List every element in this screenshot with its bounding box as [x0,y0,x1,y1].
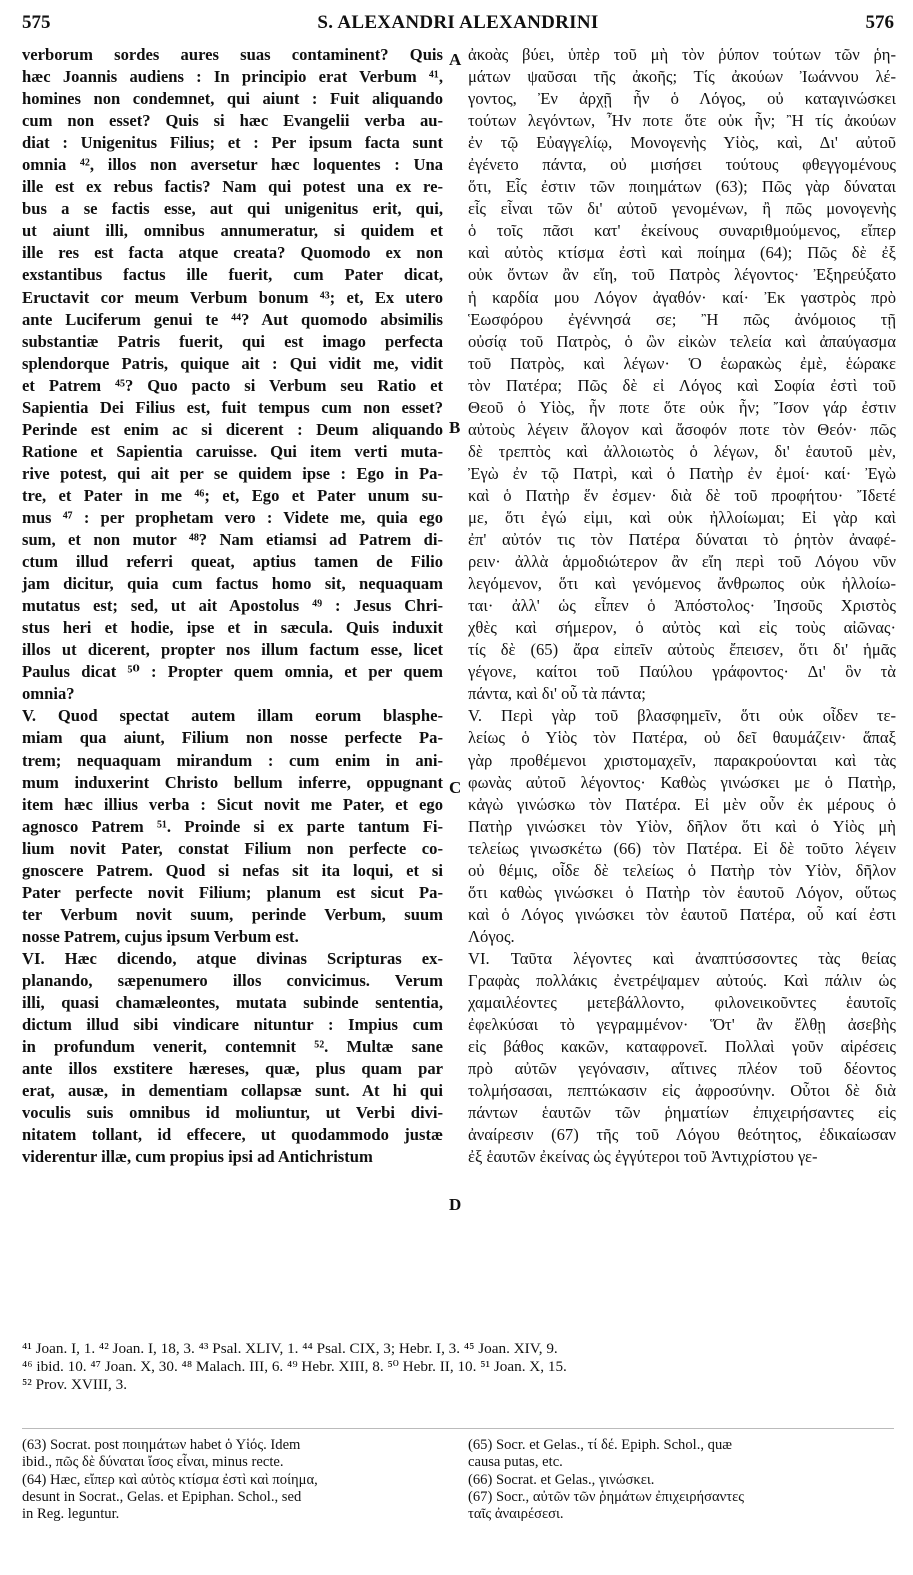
latin-text-line: homines non condemnet, qui aiunt : Fuit aliquando [22,89,443,109]
greek-text-line: τολμήσασαι, πεπτώκασιν εἰς ἀφροσύνην. Οὗτοι δὲ διὰ [468,1081,896,1101]
latin-text-line: planando, sæpenumero illos convicimus. Verum [22,970,443,990]
latin-text-line: verborum sordes aures suas contaminent? Quis [22,45,443,64]
latin-text-line: erat, ausæ, in dementiam collapsæ sunt. At hi qui [22,1081,443,1101]
latin-text-line: cum non esset? Quis si hæc Evangelii verba au- [22,111,443,131]
latin-text-line: substantiæ Patris fuerit, qui est imago perfecta [22,331,443,351]
latin-text-line: diat : Unigenitus Filius; et : Per ipsum facta sunt [22,133,443,153]
greek-text-line: ἡ καρδία μου Λόγον ἀγαθόν· καί· Ἐκ γαστρὸς πρὸ [468,287,896,307]
margin-letter-a: A [449,50,462,69]
greek-text-line: ται· ἀλλ' ὡς εἶπεν ὁ Ἀπόστολος· Ἰησοῦς Χριστὸς [468,596,896,616]
greek-text-line: χαμαιλέοντες μετεβάλλοντο, φιλονεικοῦντες ἑαυτοῖς [468,993,896,1013]
greek-text-line: με, ὅτι ἐγώ εἰμι, καὶ οὐκ ἠλλοίωμαι; Εἰ γὰρ καὶ [468,507,896,527]
critical-note-line: (64) Hæc, εἴπερ καὶ αὐτὸς κτίσμα ἐστὶ καὶ ποίημα, [22,1471,318,1488]
latin-text-line: omnia ⁴², illos non aversetur hæc loquentes : Una [22,155,443,175]
latin-text-line: hæc Joannis audiens : In principio erat Verbum ⁴¹, [22,67,443,87]
scripture-references [22,1340,894,1394]
greek-text-line: εἷς εἶναι τῶν δι' αὐτοῦ γενομένων, ἢ πῶς μονογενὴς [468,199,896,219]
greek-text-line: μάτων ψαῦσαι τῆς ἀκοῆς; Τίς ἀκούων Ἰωάννου λέ- [468,67,896,87]
greek-text-line: τὸν Πατέρα; Πῶς δὲ εἰ Λόγος καὶ Σοφία ἐστὶ τοῦ [468,375,896,395]
greek-text-line: Λόγος. [468,926,515,946]
latin-text-line: mum induxerint Christo bellum inferre, oppugnant [22,772,443,792]
greek-text-line: ἐφελκύσαι τὸ γεγραμμένον· Ὅτ' ἂν ἔλθῃ ἀσεβὴς [468,1015,896,1035]
greek-text-line: VI. Ταῦτα λέγοντες καὶ ἀναπτύσσοντες τὰς θείας [468,948,896,968]
latin-text-line: Perinde est enim ac si dicerent : Deum aliquando [22,419,443,439]
greek-text-line: Θεοῦ ὁ Υἱὸς, ἦν ποτε ὅτε οὐκ ἦν; Ἴσον γάρ ἐστιν [468,397,896,417]
critical-note-line: ταῖς ἀναιρέσεσι. [468,1506,564,1523]
scripture-note-line: ⁴⁶ ibid. 10. ⁴⁷ Joan. X, 30. ⁴⁸ Malach. III, 6. ⁴⁹ Hebr. XIII, 8. ⁵⁰ Hebr. II, 10. ⁵¹ Joan. X, 15. [22,1358,567,1375]
running-title: S. ALEXANDRI ALEXANDRINI [317,12,599,33]
latin-text-line: sum, et non mutor ⁴⁸? Nam etiamsi ad Patrem di- [22,530,443,550]
critical-note-line: in Reg. leguntur. [22,1506,120,1523]
greek-text-line: τελείως γινωσκέτω (66) τὸν Πατέρα. Εἰ δὲ τοῦτο λέγειν [468,838,896,858]
latin-text-line: ante illos exstitere hæreses, quæ, plus quam par [22,1059,443,1079]
latin-text-line: Pater perfecte novit Filium; planum est sicut Pa- [22,882,443,902]
latin-text-line: item hæc illius verba : Sicut novit me Pater, et ego [22,794,443,814]
greek-column [468,44,896,1168]
greek-text-line: ἐγένετο πάντα, οὐ μισήσει τούτους φθεγγομένους [468,155,896,175]
margin-letter-d: D [449,1195,462,1214]
greek-text-line: τοῦ Πατρὸς, καὶ λέγων· Ὁ ἑωρακὼς ἐμὲ, ἑώρακε [468,353,896,373]
greek-text-line: ὅτι καθὼς γινώσκει ὁ Πατὴρ τὸν ἑαυτοῦ Λόγον, οὕτως [468,882,896,902]
latin-text-line: rive potest, qui ait per se quidem ipse : Ego in Pa- [22,463,443,483]
greek-text-line: λείως ὁ Υἱὸς τὸν Πατέρα, οὐ δεῖ θαυμάζειν· ἅπαξ [468,728,896,748]
latin-text-line: mutatus est; sed, ut ait Apostolus ⁴⁹ : Jesus Chri- [22,596,443,616]
scripture-note-line: ⁴¹ Joan. I, 1. ⁴² Joan. I, 18, 3. ⁴³ Psal. XLIV, 1. ⁴⁴ Psal. CIX, 3; Hebr. I, 3. ⁴⁵ Joan. XIV, 9. [22,1340,558,1357]
critical-note-line: desunt in Socrat., Gelas. et Epiphan. Schol., sed [22,1488,302,1505]
page-number-left: 575 [22,12,51,33]
greek-text-line: πάντων ἑαυτῶν τῶν ῥηματίων ἐπιχειρήσαντες εἰς [468,1103,896,1123]
critical-note-line: ibid., πῶς δὲ δύναται ἴσος εἶναι, minus recte. [22,1454,284,1471]
greek-text-line: καὶ αὐτὸς κτίσμα ἐστὶ καὶ ποίημα (64); Πῶς δὲ ἐξ [468,243,896,263]
critical-notes-left [22,1437,442,1523]
greek-text-line: ἐν τῷ Εὐαγγελίῳ, Μονογενὴς Υἱὸς, καὶ, Δι' αὐτοῦ [468,133,896,153]
latin-text-line: lium novit Pater, constat Filium non perfecte co- [22,838,443,858]
latin-text-line: ille est ex rebus factis? Nam qui potest una ex re- [22,177,443,197]
greek-text-line: τίς δὲ (65) ἄρα εἰπεῖν αὐτοὺς ἔπεισεν, ὅτι δι' ἡμᾶς [468,640,896,660]
greek-text-line: Πατὴρ γινώσκει τὸν Υἱὸν, δῆλον ὅτι καὶ ὁ Υἱὸς μὴ [468,816,896,836]
greek-text-line: πρὸ αὐτῶν γεγόνασιν, αἵτινες πλέον τοῦ δέοντος [468,1059,896,1079]
margin-letter-c: C [449,778,462,797]
greek-text-line: ὁ τοῖς πᾶσι κατ' ἐκείνους συναριθμούμενος, εἴπερ [468,221,896,241]
greek-text-line: Γραφὰς πολλάκις ἐνετρέψαμεν αὐτούς. Καὶ πάλιν ὡς [468,970,896,990]
greek-text-line: χθὲς καὶ σήμερον, ὁ αὐτὸς καὶ εἰς τοὺς αἰῶνας· [468,618,896,638]
greek-text-line: V. Περὶ γὰρ τοῦ βλασφημεῖν, ὅτι οὐκ οἶδεν τε- [468,706,896,726]
scripture-note-line: ⁵² Prov. XVIII, 3. [22,1376,128,1393]
page-number-right: 576 [865,12,894,33]
greek-text-line: οὐ θέμις, οἶδε δὲ τελείως ὁ Πατὴρ τὸν Υἱὸν, δῆλον [468,860,896,880]
latin-text-line: Ratione et Sapientia caruisse. Qui item verti muta- [22,441,443,461]
greek-text-line: φωνὰς αὐτοῦ λέγοντος· Καθὼς γινώσκει με ὁ Πατὴρ, [468,772,896,792]
greek-text-line: ἀναίρεσιν (67) τῆς τοῦ Λόγου θεότητος, ἐδικαίωσαν [468,1125,896,1145]
greek-text-line: γέγονε, καίτοι τοῦ Παύλου γράφοντος· Δι' ὃν τὰ [468,662,896,682]
latin-text-line: agnosco Patrem ⁵¹. Proinde si ex parte tantum Fi- [22,816,443,836]
greek-text-line: Ἑωσφόρου ἐγέννησά σε; Ἢ πῶς ἀνόμοιος τῇ [468,309,896,329]
latin-text-line: trem; nequaquam mirandum : cum enim in ani- [22,750,443,770]
latin-text-line: in profundum venerit, contemnit ⁵². Multæ sane [22,1037,443,1057]
latin-text-line: VI. Hæc dicendo, atque divinas Scripturas ex- [22,948,443,968]
latin-text-line: voculis suis omnibus id moliuntur, ut Verbi divi- [22,1103,443,1123]
critical-note-line: (63) Socrat. post ποιημάτων habet ὁ Υἱός. Idem [22,1437,301,1453]
greek-text-line: ἀκοὰς βύει, ὑπὲρ τοῦ μὴ τὸν ῥύπον τούτων τῶν ῥη- [468,45,896,64]
latin-text-line: mus ⁴⁷ : per prophetam vero : Videte me, quia ego [22,507,443,527]
latin-text-line: illi, quasi chamæleontes, mutata subinde sententia, [22,993,443,1013]
greek-text-line: καὶ ὁ Λόγος γινώσκει τὸν ἑαυτοῦ Πατέρα, οὗ καί ἐστι [468,904,896,924]
greek-text-line: λεγόμενον, ὅτι καὶ γενόμενος ἄνθρωπος οὐκ ἠλλοίω- [468,574,896,594]
latin-text-line: omnia? [22,684,75,704]
latin-text-line: Eructavit cor meum Verbum bonum ⁴³; et, Ex utero [22,287,443,307]
greek-text-line: καὶ ὁ Πατὴρ ἕν ἐσμεν· διὰ δὲ τοῦ προφήτου· Ἴδετέ [468,485,896,505]
greek-text-line: γοντος, Ἐν ἀρχῇ ἦν ὁ Λόγος, οὐ καταγινώσκει [468,89,896,109]
latin-text-line: Paulus dicat ⁵⁰ : Propter quem omnia, et per quem [22,662,443,682]
greek-text-line: δὲ τρεπτὸς καὶ ἀλλοιωτὸς ὁ λέγων, δι' ἑαυτοῦ μὲν, [468,441,896,461]
latin-text-line: ctum illud referri queat, aptius tamen de Filio [22,552,443,572]
latin-column [22,44,443,1168]
notes-divider [22,1428,894,1429]
margin-letter-b: B [449,418,461,437]
greek-text-line: ἐξ ἑαυτῶν ἐκείνας ὡς ἐγγύτεροι τοῦ Ἀντιχρίστου γε- [468,1147,818,1167]
latin-text-line: et Patrem ⁴⁵? Quo pacto si Verbum seu Ratio et [22,375,443,395]
greek-text-line: πάντα, καὶ δι' οὗ τὰ πάντα; [468,684,646,704]
latin-text-line: gnoscere Patrem. Quod si nefas sit ita loqui, et si [22,860,443,880]
latin-text-line: illos ut dicerent, propter nos illum factum esse, licet [22,640,443,660]
latin-text-line: splendorque Patris, quique ait : Qui vidit me, vidit [22,353,443,373]
page-header [22,8,894,42]
latin-text-line: exstantibus factus ille fuerit, cum Pater dicat, [22,265,443,285]
greek-text-line: Ἐγὼ ἐν τῷ Πατρὶ, καὶ ὁ Πατὴρ ἐν ἐμοί· καί· Ἐγὼ [468,463,896,483]
latin-text-line: V. Quod spectat autem illam eorum blasphe- [22,706,443,726]
latin-text-line: viderentur illæ, cum propius ipsi ad Antichristum [22,1147,373,1167]
greek-text-line: εἰς βάθος κακῶν, καταφρονεῖ. Πολλαὶ γοῦν αἱρέσεις [468,1037,896,1057]
greek-text-line: κἀγὼ γινώσκω τὸν Πατέρα. Εἰ μὲν οὖν ἐκ μέρους ὁ [468,794,896,814]
latin-text-line: nosse Patrem, cujus ipsum Verbum est. [22,926,299,946]
latin-text-line: nitatem tollant, id effecere, ut quodammodo justæ [22,1125,443,1145]
latin-text-line: ter Verbum novit suum, perinde Verbum, suum [22,904,443,924]
greek-text-line: γὰρ προθέμενοι χριστομαχεῖν, παρακρούονται καὶ τὰς [468,750,896,770]
latin-text-line: bus a se factis esse, aut qui unigenitus erit, qui, [22,199,443,219]
latin-text-line: jam dicitur, quia cum factus homo sit, nequaquam [22,574,443,594]
latin-text-line: ut aiunt illi, omnibus annumeratur, si quidem et [22,221,443,241]
latin-text-line: miam qua aiunt, Filium non nosse perfecte Pa- [22,728,443,748]
latin-text-line: tre, et Pater in me ⁴⁶; et, Ego et Pater unum su- [22,485,443,505]
latin-text-line: dictum illud sibi vindicare nituntur : Impius cum [22,1015,443,1035]
critical-note-line: (65) Socr. et Gelas., τί δέ. Epiph. Schol., quæ [468,1437,732,1453]
latin-text-line: stus heri et hodie, ipse et in sæcula. Quis induxit [22,618,443,638]
latin-text-line: ille res est facta atque creata? Quomodo ex non [22,243,443,263]
critical-note-line: causa putas, etc. [468,1454,563,1471]
greek-text-line: ἐπ' αὐτόν τις τὸν Πατέρα δύναται τὸ ῥητὸν ἀναφέ- [468,530,896,550]
greek-text-line: οὐκ ὄντων ἂν εἴη, τοῦ Πατρὸς λέγοντος· Ἐξηρεύξατο [468,265,896,285]
greek-text-line: τούτων λεγόντων, Ἦν ποτε ὅτε οὐκ ἦν; Ἢ τίς ἀκούων [468,111,896,131]
greek-text-line: οὐσίᾳ τοῦ Πατρὸς, ὁ ὢν εἰκὼν τελεία καὶ ἀπαύγασμα [468,331,896,351]
critical-note-line: (66) Socrat. et Gelas., γινώσκει. [468,1471,655,1488]
critical-notes-right [468,1437,894,1523]
greek-text-line: ρειν· ἀλλὰ ἁρμοδιώτερον ἂν εἴη περὶ τοῦ Λόγου νῦν [468,552,896,572]
greek-text-line: αὐτοὺς λέγειν ἄλογον καὶ ἄσοφόν ποτε τὸν Θεόν· πῶς [468,419,896,439]
latin-text-line: ante Luciferum genui te ⁴⁴? Aut quomodo absimilis [22,309,443,329]
critical-note-line: (67) Socr., αὐτῶν τῶν ῥημάτων ἐπιχειρήσαντες [468,1488,745,1505]
greek-text-line: ὅτι, Εἷς ἐστιν τῶν ποιημάτων (63); Πῶς γὰρ δύναται [468,177,896,197]
latin-text-line: Sapientia Dei Filius est, fuit tempus cum non esset? [22,397,443,417]
